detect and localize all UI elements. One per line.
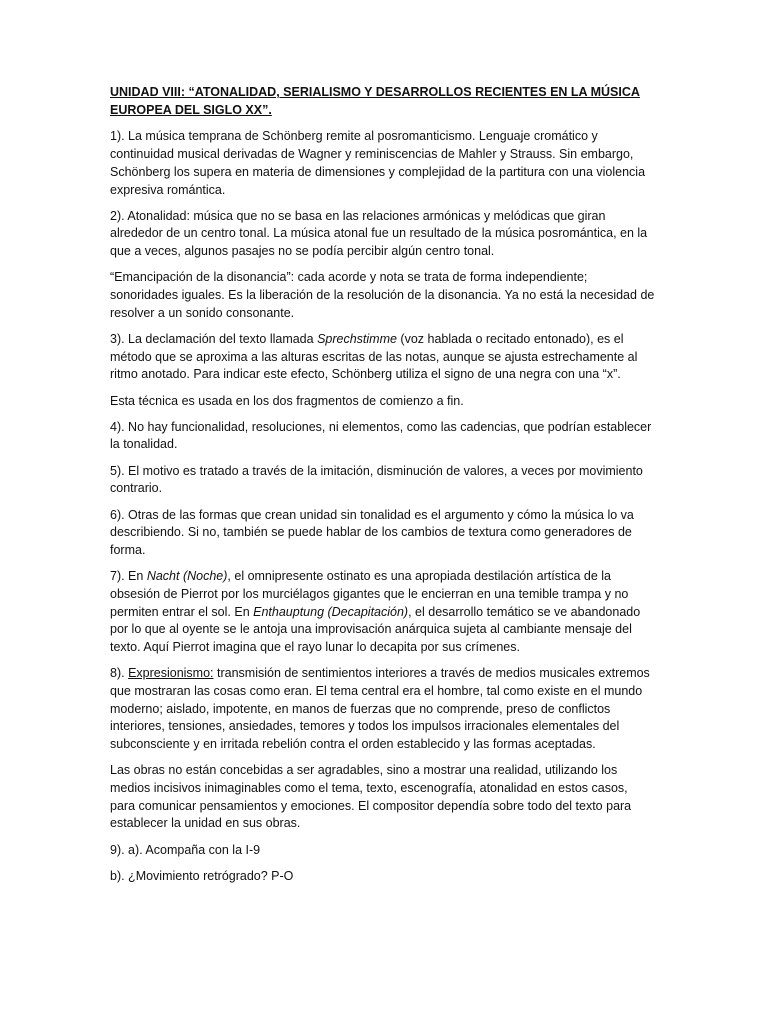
paragraph-9	[110, 568, 656, 657]
paragraph-4-text-b: (voz hablada o recitado entonado), es el método que se aproxima a las alturas escritas de las notas, aunque se ajusta estrechamente al ritmo anotado. Para indicar este efecto, Schönberg utiliza el signo de una negra con una “x”.	[110, 331, 638, 382]
paragraph-10-prefix: 8).	[110, 666, 129, 681]
paragraph-10-text: transmisión de sentimientos interiores a través de medios musicales extremos que mostraran las cosas como eran. El tema central era el hombre, tal como existe en el mundo moderno; aislado, impotente, en manos de fuerzas que no comprende, preso de conflictos interiores, tensiones, ansiedades, temores y todos los impulsos irracionales elementales del subconsciente y en irritada rebelión contra el orden establecido y las formas aceptadas.	[110, 666, 650, 751]
paragraph-11: Las obras no están concebidas a ser agradables, sino a mostrar una realidad, utilizando los medios incisivos inimaginables como el tema, texto, escenografía, atonalidad en estos casos, para comunicar pensamientos y emociones. El compositor dependía sobre todo del texto para establecer la unidad en sus obras.	[110, 763, 632, 831]
paragraph-12: 9). a). Acompaña con la I-9	[110, 842, 261, 857]
document-title: UNIDAD VIII: “ATONALIDAD, SERIALISMO Y DESARROLLOS RECIENTES EN LA MÚSICA EUROPEA DEL SIGLO XX”.	[110, 85, 640, 117]
paragraph-4	[110, 331, 656, 384]
paragraph-9-text-a: 7). En	[110, 569, 147, 584]
paragraph-2: 2). Atonalidad: música que no se basa en las relaciones armónicas y melódicas que giran alrededor de un centro tonal. La música atonal fue un resultado de la música posromántica, en la que a veces, algunos pasajes no se podía percibir algún centro tonal.	[110, 208, 648, 259]
paragraph-13: b). ¿Movimiento retrógrado? P-O	[110, 868, 294, 883]
paragraph-1: 1). La música temprana de Schönberg remite al posromanticismo. Lenguaje cromático y continuidad musical derivadas de Wagner y reminiscencias de Mahler y Strauss. Sin embargo, Schönberg los supera en materia de dimensiones y complejidad de la partitura con una violencia expresiva romántica.	[110, 129, 646, 197]
paragraph-4-text-a: 3). La declamación del texto llamada	[110, 331, 318, 346]
paragraph-6: 4). No hay funcionalidad, resoluciones, ni elementos, como las cadencias, que podrían establecer la tonalidad.	[110, 419, 652, 452]
title-enthauptung: Enthauptung (Decapitación)	[253, 604, 409, 619]
paragraph-7: 5). El motivo es tratado a través de la imitación, disminución de valores, a veces por movimiento contrario.	[110, 463, 643, 496]
paragraph-8: 6). Otras de las formas que crean unidad sin tonalidad es el argumento y cómo la música lo va describiendo. Si no, también se puede hablar de los cambios de textura como generadores de forma.	[110, 507, 634, 557]
paragraph-9-text-c: , el desarrollo temático se ve abandonado por lo que al oyente se le antoja una improvisación anárquica sujeta al cambiante mensaje del texto. Aquí Pierrot imagina que el rayo lunar lo decapita por sus crímenes.	[110, 604, 641, 654]
term-expresionismo: Expresionismo:	[128, 666, 214, 681]
term-sprechstimme: Sprechstimme	[317, 331, 397, 346]
document-page	[110, 84, 656, 894]
paragraph-5: Esta técnica es usada en los dos fragmentos de comienzo a fin.	[110, 393, 464, 408]
paragraph-10	[110, 665, 656, 754]
paragraph-9-text-b: , el omnipresente ostinato es una apropiada destilación artística de la obsesión de Pierrot por los murciélagos gigantes que le encierran en una temible trampa y no permiten entrar el sol. En	[110, 569, 629, 619]
title-nacht: Nacht (Noche)	[146, 569, 228, 584]
paragraph-3: “Emancipación de la disonancia”: cada acorde y nota se trata de forma independiente; sonoridades iguales. Es la liberación de la resolución de la disonancia. Ya no está la necesidad de resolver a un sonido consonante.	[110, 270, 655, 320]
